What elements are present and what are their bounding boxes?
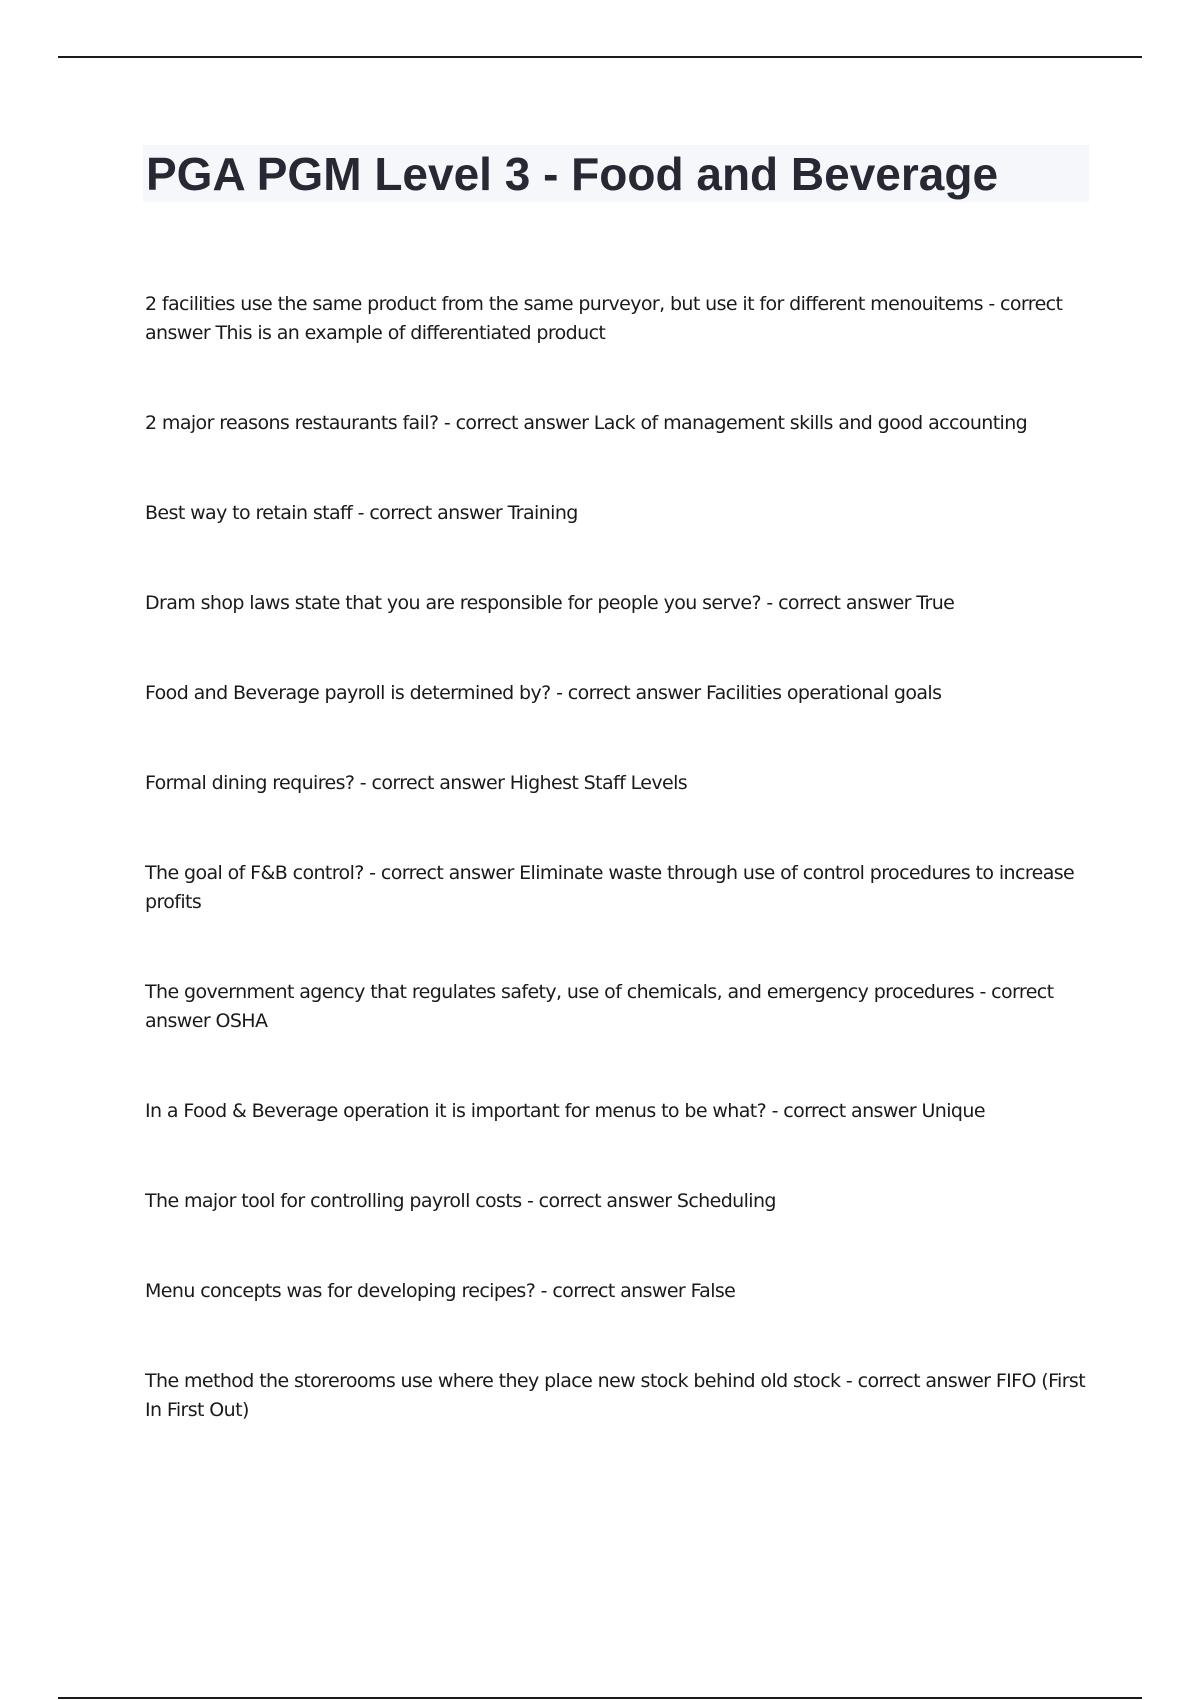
qa-item: Formal dining requires? - correct answer Highest Staff Levels <box>145 772 688 794</box>
qa-item: Food and Beverage payroll is determined by? - correct answer Facilities operational goals <box>145 682 942 704</box>
qa-item: The method the storerooms use where they place new stock behind old stock - correct answer FIFO (First In First Out) <box>145 1370 1086 1421</box>
qa-item: Best way to retain staff - correct answer Training <box>145 502 578 524</box>
page-title: PGA PGM Level 3 - Food and Beverage <box>146 148 999 200</box>
qa-item: Dram shop laws state that you are responsible for people you serve? - correct answer True <box>145 592 955 614</box>
qa-item: The government agency that regulates safety, use of chemicals, and emergency procedures - correct answer OSHA <box>145 981 1054 1032</box>
qa-item: 2 facilities use the same product from the same purveyor, but use it for different menouitems - correct answer This is an example of differentiated product <box>145 293 1063 344</box>
qa-item: In a Food & Beverage operation it is important for menus to be what? - correct answer Unique <box>145 1100 985 1122</box>
top-divider <box>58 56 1142 58</box>
qa-item: The major tool for controlling payroll costs - correct answer Scheduling <box>145 1190 776 1212</box>
qa-item: 2 major reasons restaurants fail? - correct answer Lack of management skills and good accounting <box>145 412 1028 434</box>
qa-list <box>145 290 1095 1425</box>
bottom-divider <box>58 1697 1142 1699</box>
qa-item: Menu concepts was for developing recipes? - correct answer False <box>145 1280 736 1302</box>
qa-item: The goal of F&B control? - correct answer Eliminate waste through use of control procedures to increase profits <box>145 862 1075 913</box>
